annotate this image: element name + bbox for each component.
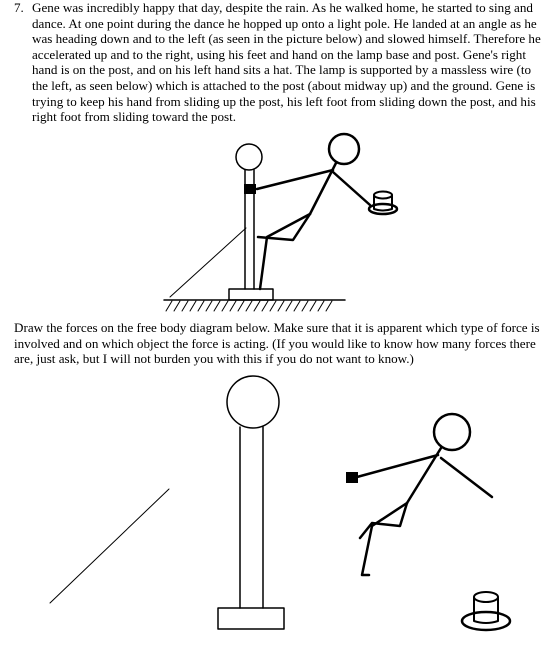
scene-support-wire [170,228,246,297]
instructions: Draw the forces on the free body diagram below. Make sure that it is apparent which type of force is involved and on which object the force is acting. (If you would like to know how many forces there are, just ask, but I will not burden you with this if you do not want to know.) [14,320,540,367]
fbd-gene-left-leg [362,503,407,575]
fbd-support-wire [50,489,169,603]
scene-hat-brim [369,204,397,214]
scene-lamp-globe [236,144,262,170]
fbd-gene-right-hand [346,472,358,483]
scene-gene-right-arm [257,170,333,189]
fbd-lamp-base [218,608,284,629]
scene-gene-left-leg [260,214,310,289]
scene-gene-torso [310,163,336,214]
fbd-gene-torso [407,448,441,503]
scene-hat-crown [374,195,392,211]
scene-gene-right-leg [258,214,310,240]
scene-gene-head [329,134,359,164]
fbd-gene-left-arm [441,458,492,497]
scene-gene-right-hand [244,184,256,194]
scene-lamp-base [229,289,273,300]
fbd-hat-brim [462,612,510,630]
fbd-gene-right-leg [360,503,407,538]
fbd-gene-right-arm [357,455,438,477]
problem-number: 7. [14,0,24,15]
fbd-gene-head [434,414,470,450]
scene-ground-hatching [166,301,332,311]
fbd-lamp-globe [227,376,279,428]
fbd-hat-crown [474,597,498,623]
fbd-hat-top [474,592,498,602]
problem-text: Gene was incredibly happy that day, despite the rain. As he walked home, he started to sing and dance. At one point during the dance he hopped up onto a light pole. He landed at an angle as he was heading down and to the left (as seen in the picture below) and slowed himself. Therefore he accelerated up and to the right, using his feet and hand on the lamp base and post. Gene's right hand is on the post, and on his left hand sits a hat. The lamp is supported by a massless wire (to the left, as seen below) which is attached to the post (about midway up) and the ground. Gene is trying to keep his hand from sliding up the post, his left foot from sliding down the post, and his right foot from sliding toward the post. [32,0,541,125]
problem-7 [14,0,544,125]
scene-gene-left-arm [333,172,370,205]
scene-hat-top [374,192,392,199]
